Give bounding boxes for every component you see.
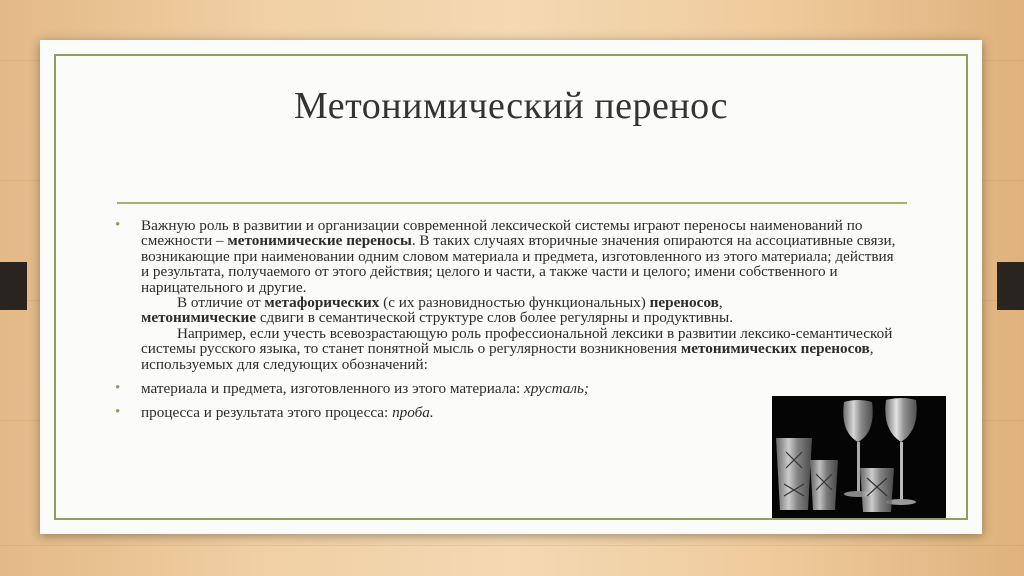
para2-text: В отличие от <box>177 294 265 312</box>
bullet-material-example: хрусталь; <box>524 380 589 398</box>
para2-text-3: сдвиги в семантической структуре слов более регулярны и продуктивны. <box>256 309 734 327</box>
para1-bold: метонимические переносы <box>227 232 412 250</box>
slide-title: Метонимический перенос <box>294 85 728 127</box>
para2-text-2: (с их разновидностью функциональных) <box>379 294 650 312</box>
bullet-main <box>115 218 905 372</box>
para2-bold-1: метафорических <box>264 294 380 312</box>
left-tab-decoration <box>0 262 27 310</box>
para3-text: Например, если учесть всевозрастающую роль профессиональной лексики в развитии лексико-семантической системы русского языка, то станет понятной мысль о регулярности возникновения <box>141 324 893 358</box>
para3-text-rest: , используемых для следующих обозначений: <box>141 340 874 373</box>
para3-bold: метонимических переносов <box>680 340 870 358</box>
para2-bold-2: переносов <box>649 294 719 312</box>
crystal-glassware-photo <box>772 396 946 518</box>
para1-text: Важную роль в развитии и организации современной лексической системы играют переносы наименований по смежности – <box>141 217 863 250</box>
slide-body <box>115 218 905 421</box>
bullet-material <box>115 381 905 396</box>
title-divider <box>117 202 907 204</box>
para2-bold-3: метонимические <box>141 309 257 327</box>
right-tab-decoration <box>997 262 1024 310</box>
bullet-process-text: процесса и результата этого процесса: <box>141 404 393 422</box>
bullet-process-example: проба. <box>392 404 434 422</box>
crystal-glasses-illustration <box>772 396 946 518</box>
bullet-material-text: материала и предмета, изготовленного из этого материала: <box>141 380 525 398</box>
para1-text-rest: . В таких случаях вторичные значения опираются на ассоциативные связи, возникающие при наименовании одним словом материала и предмета, изготовленного из этого материала; действия и результата, получаемого от этого действия; целого и части, а также части и целого; имени собственного и нарицательного и другие. <box>141 232 896 296</box>
para2-comma: , <box>718 294 723 312</box>
